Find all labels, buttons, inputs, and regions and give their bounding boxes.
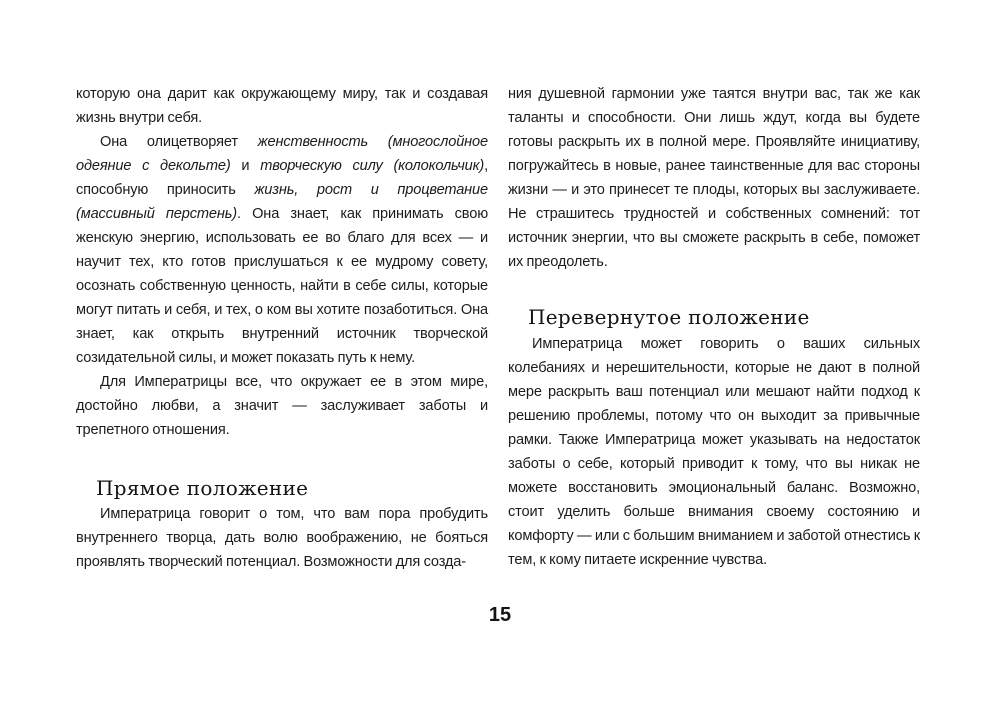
text-segment: и — [230, 158, 261, 174]
paragraph-continuation: ния душевной гармонии уже таятся внутри вас, так же как таланты и способности. Они лишь ждут, когда вы будете готовы раскрыть их в полной мере. Проявляйте инициативу, погружайтесь в новые, ранее таинственные для вас стороны жизни — и это принесет те плоды, которых вы заслуживаете. Не страшитесь трудностей и собственных сомнений: тот источник энергии, что вы сможете раскрыть в себе, поможет их преодолеть. — [508, 86, 920, 270]
heading-upright-position: Прямое положение — [96, 476, 309, 500]
paragraph-love-care: Для Императрицы все, что окружает ее в этом мире, достойно любви, а значит — заслуживает заботы и трепетного отношения. — [76, 374, 488, 438]
paragraph-upright-meaning: Императрица говорит о том, что вам пора пробудить внутреннего творца, дать волю воображению, не бояться проявлять творческий потенциал. Возможности для созда- — [76, 506, 488, 570]
paragraph-empress-symbols — [76, 130, 488, 370]
text-segment: , способную приносить — [76, 158, 489, 198]
italic-life-growth: жизнь, рост и процветание (массивный перстень) — [76, 182, 488, 222]
italic-femininity: женственность (многослойное одеяние с декольте) — [76, 134, 488, 174]
text-segment: Она олицетворяет — [100, 134, 258, 150]
page-number: 15 — [488, 604, 512, 626]
paragraph-continuation: которую она дарит как окружающему миру, так и создавая жизнь внутри себя. — [76, 86, 488, 126]
italic-creative-power: творческую силу (колокольчик) — [260, 158, 485, 174]
heading-reversed-position: Перевернутое положение — [528, 305, 810, 329]
right-column — [508, 82, 920, 572]
text-segment: . Она знает, как принимать свою женскую энергию, использовать ее во благо для всех — и научит тех, кто готов прислушаться к ее мудрому совету, осознать собственную ценность, найти в себе силы, которые могут питать и себя, и тех, о ком вы хотите позаботиться. Она знает, как открыть внутренний источник творческой созидательной силы, и может показать путь к нему. — [76, 206, 488, 366]
paragraph-reversed-meaning: Императрица может говорить о ваших сильных колебаниях и нерешительности, которые не дают в полной мере раскрыть ваш потенциал или мешают найти подход к решению проблемы, потому что он выходит за привычные рамки. Также Императрица может указывать на недостаток заботы о себе, который приводит к тому, что вы никак не можете восстановить эмоциональный баланс. Возможно, стоит уделить больше внимания своему состоянию и комфорту — или с большим вниманием и заботой отнестись к тем, к кому питаете искренние чувства. — [508, 336, 920, 568]
left-column — [76, 82, 488, 574]
